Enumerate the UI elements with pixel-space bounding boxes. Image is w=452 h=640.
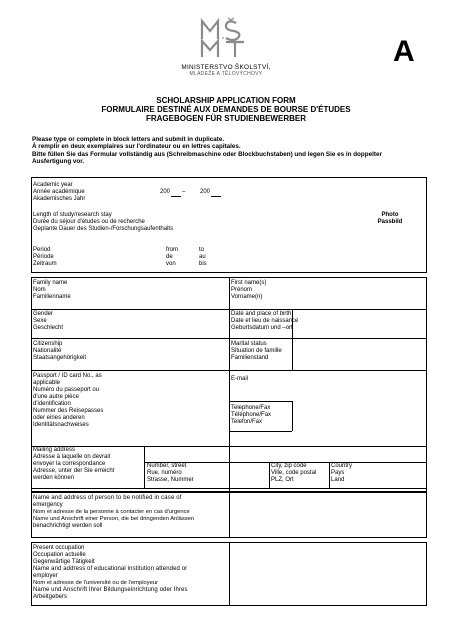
academic-year-label: Academic year Année académique Akademisches Jahr (33, 182, 86, 202)
emergency-divider (229, 492, 230, 538)
city-label: City, zip code Ville, code postal PLZ, Ort (271, 463, 317, 483)
period-from-label: from de von (166, 247, 178, 267)
form-letter: A (393, 35, 415, 68)
row-divider (31, 309, 427, 310)
title-french: FORMULAIRE DESTINÉ AUX DEMANDES DE BOURSE D'ÉTUDES (101, 105, 351, 114)
title-english: SCHOLARSHIP APPLICATION FORM (156, 96, 296, 105)
length-of-stay-label: Length of study/research stay Durée du séjour d'études ou de recherche Geplante Dauer des Studien-/Forschungsaufenthalts (33, 212, 174, 232)
occupation-divider (229, 542, 230, 606)
mailing-divider (329, 462, 330, 489)
instructions (32, 136, 382, 165)
logo-monogram (196, 17, 256, 61)
phone-label: Telephone/Fax Téléphone/Fax Telefon/Fax (231, 405, 272, 425)
country-label: Country Pays Land (331, 463, 353, 483)
period-to-label: to au bis (199, 247, 207, 267)
year-to: 200 (200, 189, 211, 195)
photo-label: Photo Passbild (377, 212, 403, 225)
mailing-divider (269, 462, 270, 489)
mailing-address-label: Mailing address Adresse à laquelle on devrait envoyer la correspondance Adresse, unter der Sie erreicht werden können (33, 447, 115, 481)
citizenship-label: Citizenship Nationalité Staatsangehörigkeit (33, 341, 87, 361)
family-name-label: Family name Nom Familienname (33, 280, 71, 300)
period-label: Period Période Zeitraum (33, 247, 57, 267)
year-dash: – (182, 189, 186, 195)
instruction-line: Please type or complete in block letters and submit in duplicate. (32, 136, 225, 143)
title-german: FRAGEBOGEN FÜR STUDIENBEWERBER (145, 114, 306, 123)
year-from-field[interactable] (171, 196, 181, 197)
row-divider (31, 338, 427, 339)
passport-label: Passport / ID card No., as applicable Numéro du passeport ou d'une autre pièce d'identification Nummer des Reisepasses oder eines anderen Identitätsnachweises (33, 373, 104, 428)
year-from: 200 (160, 189, 171, 195)
mailing-divider (144, 446, 145, 489)
phone-divider (229, 431, 292, 432)
instruction-line: À remplir en deux exemplaires sur l'ordinateur ou en lettres capitales. (32, 143, 241, 151)
dob-label: Date and place of birth Date et lieu de naissance Geburtsdatum und –ort (231, 311, 299, 331)
first-names-label: First name(s) Prénom Vorname(n) (231, 280, 267, 300)
email-divider (229, 401, 292, 402)
logo-ministry-line2: MLÁDEŽE A TĚLOVÝCHOVY (189, 71, 263, 77)
street-label: Number, street Rue, numéro Strasse, Nummer (147, 463, 194, 483)
occupation-label: Present occupation Occupation actuelle Gegenwärtige Tätigkeit Name and address of educational institution attended or employer Nom et adresse de l'université ou de l'employeur Name und Anschrift Ihrer Bildungseinrichtung oder Ihres Arbeitgebers (33, 545, 188, 600)
year-to-field[interactable] (211, 196, 221, 197)
msmt-logo-icon (196, 17, 256, 61)
gender-label: Gender Sexe Geschlecht (33, 311, 64, 331)
logo-ministry-line1: MINISTERSTVO ŠKOLSTVÍ, (181, 64, 271, 71)
instruction-line: Bitte füllen Sie das Formular vollständig aus (Schreibmaschine oder Blockbuchstaben) und legen Sie es in doppelter (32, 150, 382, 158)
marital-status-label: Marital status Situation de famille Familienstand (231, 341, 282, 361)
phone-box-edge (292, 401, 293, 431)
instruction-line: Ausfertigung vor. (32, 157, 85, 165)
row-divider (31, 370, 427, 371)
email-label: E-mail (231, 376, 249, 382)
emergency-contact-label: Name and address of person to be notified in case of emergency Nom et adresse de la personne à contacter en cas d'urgence Name und Anschrift einer Person, die bei dringenden Anlässen benachrichtigt werden soll (33, 495, 195, 529)
